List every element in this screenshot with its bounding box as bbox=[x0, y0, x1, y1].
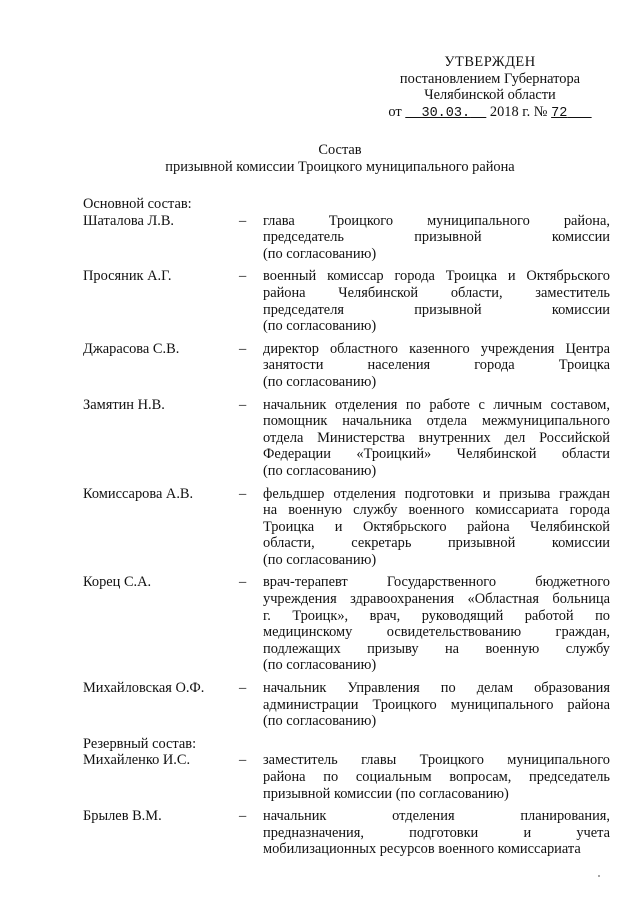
member-role bbox=[263, 574, 610, 674]
role-line: помощник начальника отдела межмуниципального bbox=[263, 413, 610, 430]
member-name: Замятин Н.В. bbox=[83, 396, 165, 413]
member-name: Михайловская О.Ф. bbox=[83, 680, 205, 697]
member-name: Просяник А.Г. bbox=[83, 268, 172, 285]
member-role bbox=[263, 268, 610, 334]
role-line: начальник Управления по делам образования bbox=[263, 680, 610, 697]
role-line: Федерации «Троицкий» Челябинской области bbox=[263, 446, 610, 463]
title-line-1: Состав bbox=[318, 142, 362, 158]
approval-line-1: постановлением Губернатора bbox=[399, 70, 581, 87]
approval-line-2: Челябинской области bbox=[424, 87, 556, 104]
member-row bbox=[83, 486, 610, 569]
role-line: (по согласованию) bbox=[263, 657, 377, 674]
role-line: г. Троицк», врач, руководящий работой по bbox=[263, 607, 610, 624]
dash-separator: – bbox=[239, 752, 247, 769]
member-role bbox=[263, 341, 610, 391]
role-line: призывной комиссии (по согласованию) bbox=[263, 785, 509, 802]
main-section-label: Основной состав: bbox=[83, 196, 192, 212]
scan-speck bbox=[598, 875, 600, 877]
member-role bbox=[263, 397, 610, 480]
role-line: начальник отделения планирования, bbox=[263, 808, 610, 825]
document-number: 72 bbox=[551, 105, 568, 121]
date-prefix: от bbox=[388, 103, 402, 120]
role-line: на военную службу военного комиссариата города bbox=[263, 502, 610, 519]
member-row bbox=[83, 397, 610, 480]
dash-separator: – bbox=[239, 574, 247, 591]
member-row bbox=[83, 213, 610, 263]
year-text: 2018 г. № bbox=[489, 103, 548, 120]
member-row bbox=[83, 752, 610, 802]
role-line: предназначения, подготовки и учета bbox=[263, 824, 610, 841]
member-role bbox=[263, 486, 610, 569]
role-line: отдела Министерства внутренних дел Российской bbox=[263, 429, 610, 446]
member-row bbox=[83, 268, 610, 334]
dash-separator: – bbox=[239, 268, 247, 285]
member-row bbox=[83, 680, 610, 730]
role-line: мобилизационных ресурсов военного комиссариата bbox=[263, 841, 581, 858]
role-line: подлежащих призыву на военную службу bbox=[263, 640, 610, 657]
member-name: Брылев В.М. bbox=[83, 808, 162, 825]
dash-separator: – bbox=[239, 808, 247, 825]
role-line: директор областного казенного учреждения Центра bbox=[263, 340, 610, 357]
role-line: (по согласованию) bbox=[263, 551, 377, 568]
role-line: врач-терапевт Государственного бюджетного bbox=[263, 574, 610, 591]
member-role bbox=[263, 213, 610, 263]
title-line-2: призывной комиссии Троицкого муниципального района bbox=[165, 158, 515, 175]
role-line: (по согласованию) bbox=[263, 245, 377, 262]
member-role bbox=[263, 752, 610, 802]
document-title bbox=[100, 142, 580, 175]
dash-separator: – bbox=[239, 340, 247, 357]
role-line: глава Троицкого муниципального района, bbox=[263, 212, 610, 229]
reserve-section-label: Резервный состав: bbox=[83, 735, 197, 752]
role-line: (по согласованию) bbox=[263, 373, 377, 390]
approval-date-line bbox=[380, 104, 600, 123]
member-name: Шаталова Л.В. bbox=[83, 212, 175, 229]
role-line: Троицка и Октябрьского района Челябинской bbox=[263, 518, 610, 535]
member-name: Михайленко И.С. bbox=[83, 752, 191, 769]
role-line: учреждения здравоохранения «Областная больница bbox=[263, 591, 610, 608]
role-line: (по согласованию) bbox=[263, 462, 377, 479]
role-line: (по согласованию) bbox=[263, 713, 377, 730]
role-line: председатель призывной комиссии bbox=[263, 229, 610, 246]
member-role bbox=[263, 680, 610, 730]
role-line: района по социальным вопросам, председатель bbox=[263, 769, 610, 785]
role-line: председателя призывной комиссии bbox=[263, 301, 610, 318]
role-line: области, секретарь призывной комиссии bbox=[263, 535, 610, 552]
dash-separator: – bbox=[239, 212, 247, 229]
role-line: района Челябинской области, заместитель bbox=[263, 284, 610, 301]
date-value: 30.03. bbox=[421, 105, 471, 121]
role-line: администрации Троицкого муниципального района bbox=[263, 696, 610, 713]
approval-heading: УТВЕРЖДЕН bbox=[444, 54, 536, 70]
role-line: начальник отделения по работе с личным составом, bbox=[263, 396, 610, 413]
role-line: фельдшер отделения подготовки и призыва граждан bbox=[263, 485, 610, 502]
role-line: (по согласованию) bbox=[263, 318, 377, 335]
role-line: военный комиссар города Троицка и Октябрьского bbox=[263, 268, 610, 285]
role-line: медицинскому освидетельствованию граждан, bbox=[263, 624, 610, 641]
member-row bbox=[83, 341, 610, 391]
dash-separator: – bbox=[239, 485, 247, 502]
member-row bbox=[83, 808, 610, 858]
role-line: занятости населения города Троицка bbox=[263, 357, 610, 374]
commission-list bbox=[83, 196, 610, 864]
member-name: Комиссарова А.В. bbox=[83, 485, 194, 502]
role-line: заместитель главы Троицкого муниципального bbox=[263, 752, 610, 769]
main-members-list bbox=[83, 213, 610, 730]
approval-stamp bbox=[380, 54, 600, 122]
dash-separator: – bbox=[239, 396, 247, 413]
reserve-members-list bbox=[83, 752, 610, 858]
member-name: Корец С.А. bbox=[83, 574, 152, 591]
member-name: Джарасова С.В. bbox=[83, 340, 180, 357]
member-row bbox=[83, 574, 610, 674]
member-role bbox=[263, 808, 610, 858]
dash-separator: – bbox=[239, 680, 247, 697]
